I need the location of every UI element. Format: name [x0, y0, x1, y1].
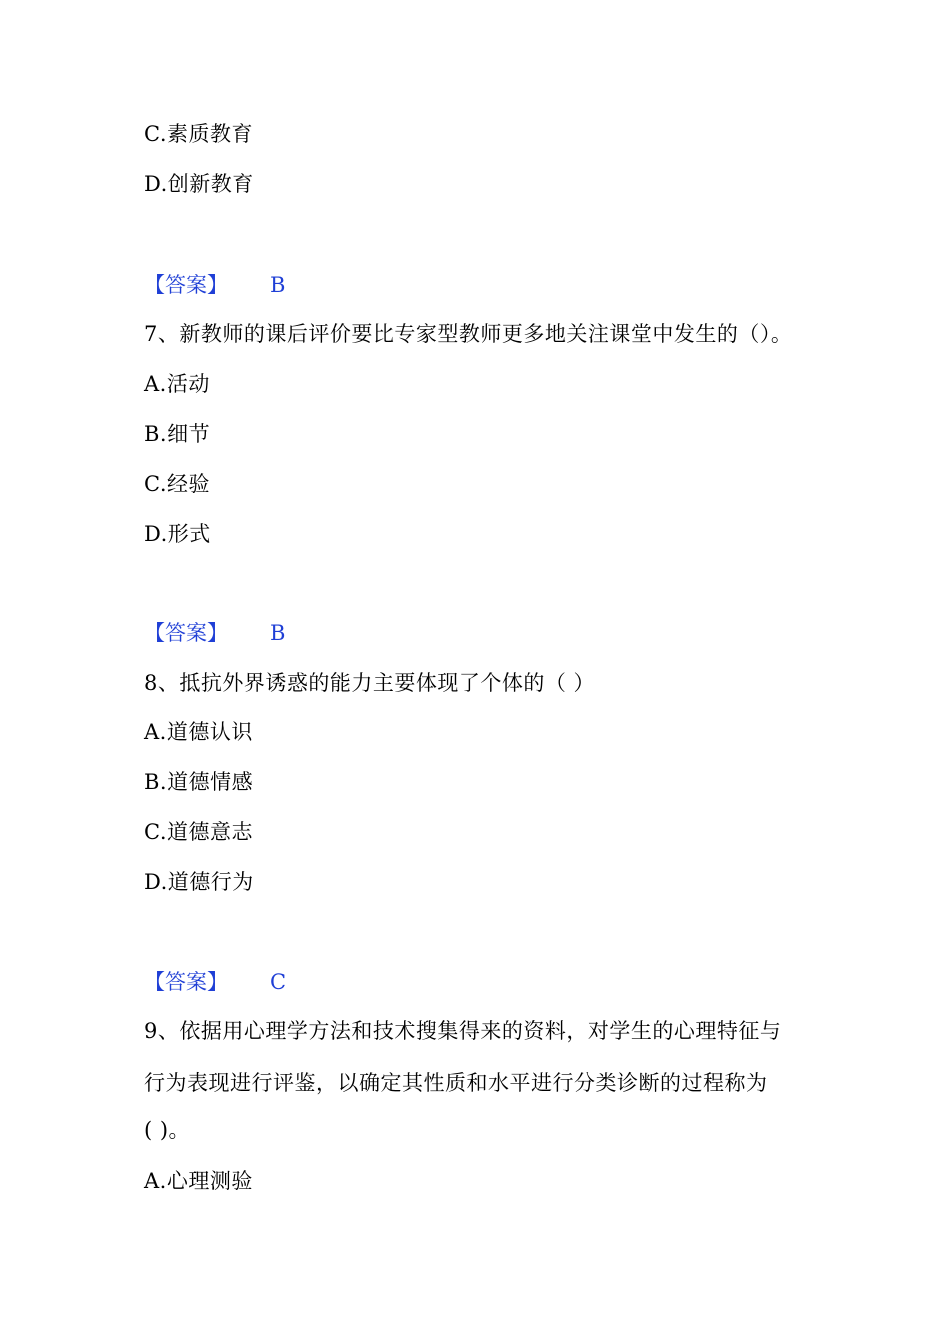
q7-answer	[144, 618, 285, 648]
q9-stem-line-3: ( )。	[144, 1118, 191, 1142]
answer-letter: C	[270, 970, 287, 994]
q8-answer	[144, 967, 286, 997]
q9-option-a: A.心理测验	[144, 1169, 253, 1193]
q6-option-c: C.素质教育	[144, 122, 253, 146]
answer-label: 【答案】	[144, 970, 228, 994]
q9-stem-line-1: 9、依据用心理学方法和技术搜集得来的资料，对学生的心理特征与	[144, 1019, 782, 1043]
q7-option-d: D.形式	[144, 522, 211, 546]
q7-option-c: C.经验	[144, 472, 210, 496]
answer-letter: B	[270, 621, 286, 645]
q8-option-b: B.道德情感	[144, 770, 254, 794]
answer-label: 【答案】	[144, 273, 228, 297]
q6-answer	[144, 270, 285, 300]
q8-option-d: D.道德行为	[144, 870, 254, 894]
q7-option-b: B.细节	[144, 422, 211, 446]
q7-option-a: A.活动	[144, 372, 210, 396]
q7-stem: 7、新教师的课后评价要比专家型教师更多地关注课堂中发生的（）。	[144, 322, 793, 346]
q6-option-d: D.创新教育	[144, 172, 254, 196]
q8-option-c: C.道德意志	[144, 820, 253, 844]
q8-option-a: A.道德认识	[144, 720, 253, 744]
answer-letter: B	[270, 273, 286, 297]
q8-stem: 8、抵抗外界诱惑的能力主要体现了个体的（ ）	[144, 671, 596, 695]
q9-stem-line-2: 行为表现进行评鉴，以确定其性质和水平进行分类诊断的过程称为	[144, 1071, 768, 1095]
answer-label: 【答案】	[144, 621, 228, 645]
